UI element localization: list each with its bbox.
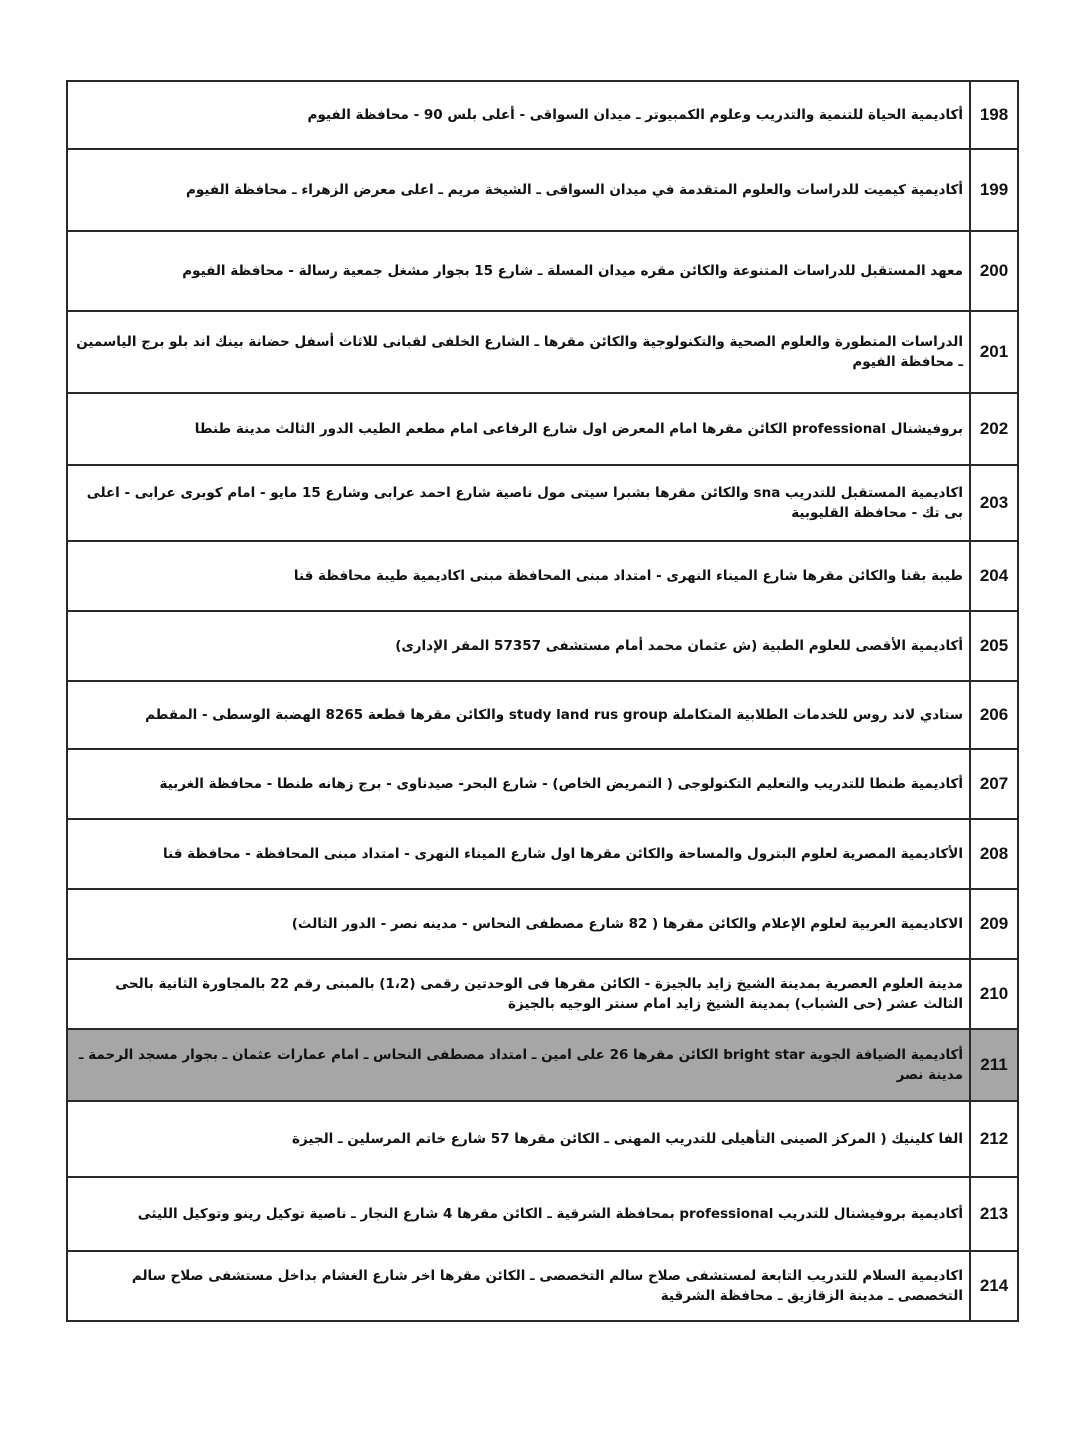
row-description: أكاديمية الضيافة الجوية bright star الكائن مقرها 26 على امين ـ امتداد مصطفى النحاس ـ امام عمارات عثمان ـ بجوار مسجد الرحمة ـ مدينة نصر — [67, 1029, 970, 1101]
table-row — [67, 1177, 1018, 1251]
row-description: اكاديمية المستقبل للتدريب sna والكائن مقرها بشبرا سيتى مول ناصية شارع احمد عرابى وشارع 15 مايو - امام كوبرى عرابى - اعلى بى تك - محافظة القليوبية — [67, 465, 970, 541]
row-number: 214 — [970, 1251, 1018, 1321]
row-number: 198 — [970, 81, 1018, 149]
row-description: الفا كلينيك ( المركز الصينى التأهيلى للتدريب المهنى ـ الكائن مقرها 57 شارع خاتم المرسلين ـ الجيزة — [67, 1101, 970, 1177]
row-number: 213 — [970, 1177, 1018, 1251]
table-row — [67, 819, 1018, 889]
row-number: 209 — [970, 889, 1018, 959]
row-number: 210 — [970, 959, 1018, 1029]
table-row-highlighted — [67, 1029, 1018, 1101]
table-row — [67, 231, 1018, 311]
table-row — [67, 149, 1018, 231]
row-description: أكاديمية بروفيشنال للتدريب professional بمحافظة الشرقية ـ الكائن مقرها 4 شارع النجار ـ ناصية توكيل رينو وتوكيل الليثى — [67, 1177, 970, 1251]
row-number: 201 — [970, 311, 1018, 393]
table-row — [67, 1101, 1018, 1177]
row-description: اكاديمية السلام للتدريب التابعة لمستشفى صلاح سالم التخصصى ـ الكائن مقرها اخر شارع الغشام بداخل مستشفى صلاح سالم التخصصى ـ مدينة الزقازيق ـ محافظة الشرقية — [67, 1251, 970, 1321]
row-number: 212 — [970, 1101, 1018, 1177]
row-description: طيبة بقنا والكائن مقرها شارع الميناء النهرى - امتداد مبنى المحافظة مبنى اكاديمية طيبة محافظة قنا — [67, 541, 970, 611]
row-number: 202 — [970, 393, 1018, 465]
row-number: 208 — [970, 819, 1018, 889]
row-number: 211 — [970, 1029, 1018, 1101]
row-description: أكاديمية الأقصى للعلوم الطبية (ش عثمان محمد أمام مستشفى 57357 المقر الإدارى) — [67, 611, 970, 681]
row-description: مدينة العلوم العصرية بمدينة الشيخ زايد بالجيزة - الكائن مقرها فى الوحدتين رقمى (1،2) بالمبنى رقم 22 بالمجاورة الثانية بالحى الثالث عشر (حى الشباب) بمدينة الشيخ زايد امام سنتر الوجيه بالجيزة — [67, 959, 970, 1029]
row-description: أكاديمية طنطا للتدريب والتعليم التكنولوجى ( التمريض الخاص) - شارع البحر- صيدناوى - برج زهانه طنطا - محافظة الغربية — [67, 749, 970, 819]
row-description: أكاديمية كيميت للدراسات والعلوم المتقدمة في ميدان السواقى ـ الشيخة مريم ـ اعلى معرض الزهراء ـ محافظة الفيوم — [67, 149, 970, 231]
row-description: الدراسات المتطورة والعلوم الصحية والتكنولوجية والكائن مقرها ـ الشارع الخلفى لقبانى للاثاث أسفل حضانة بينك اند بلو برج الياسمين ـ محافظة الفيوم — [67, 311, 970, 393]
table-row — [67, 1251, 1018, 1321]
table-row — [67, 681, 1018, 749]
row-number: 199 — [970, 149, 1018, 231]
table-row — [67, 749, 1018, 819]
row-description: الاكاديمية العربية لعلوم الإعلام والكائن مقرها ( 82 شارع مصطفى النحاس - مدينه نصر - الدور الثالث) — [67, 889, 970, 959]
table-row — [67, 81, 1018, 149]
row-description: معهد المستقبل للدراسات المتنوعة والكائن مقره ميدان المسلة ـ شارع 15 بجوار مشغل جمعية رسالة - محافظة الفيوم — [67, 231, 970, 311]
row-description: الأكاديمية المصرية لعلوم البترول والمساحة والكائن مقرها اول شارع الميناء النهرى - امتداد مبنى المحافظة - محافظة قنا — [67, 819, 970, 889]
institutions-table — [66, 80, 1019, 1322]
table-row — [67, 541, 1018, 611]
table-row — [67, 959, 1018, 1029]
table-row — [67, 611, 1018, 681]
document-page — [66, 80, 1019, 1322]
table-row — [67, 393, 1018, 465]
row-description: أكاديمية الحياة للتنمية والتدريب وعلوم الكمبيوتر ـ ميدان السواقى - أعلى بلس 90 - محافظة الفيوم — [67, 81, 970, 149]
row-number: 203 — [970, 465, 1018, 541]
row-description: بروفيشنال professional الكائن مقرها امام المعرض اول شارع الرفاعى امام مطعم الطيب الدور الثالث مدينة طنطا — [67, 393, 970, 465]
row-number: 207 — [970, 749, 1018, 819]
table-row — [67, 311, 1018, 393]
table-row — [67, 465, 1018, 541]
row-number: 200 — [970, 231, 1018, 311]
row-number: 204 — [970, 541, 1018, 611]
row-number: 206 — [970, 681, 1018, 749]
table-row — [67, 889, 1018, 959]
row-description: ستادي لاند روس للخدمات الطلابية المتكاملة study land rus group والكائن مقرها قطعة 8265 الهضبة الوسطى - المقطم — [67, 681, 970, 749]
row-number: 205 — [970, 611, 1018, 681]
